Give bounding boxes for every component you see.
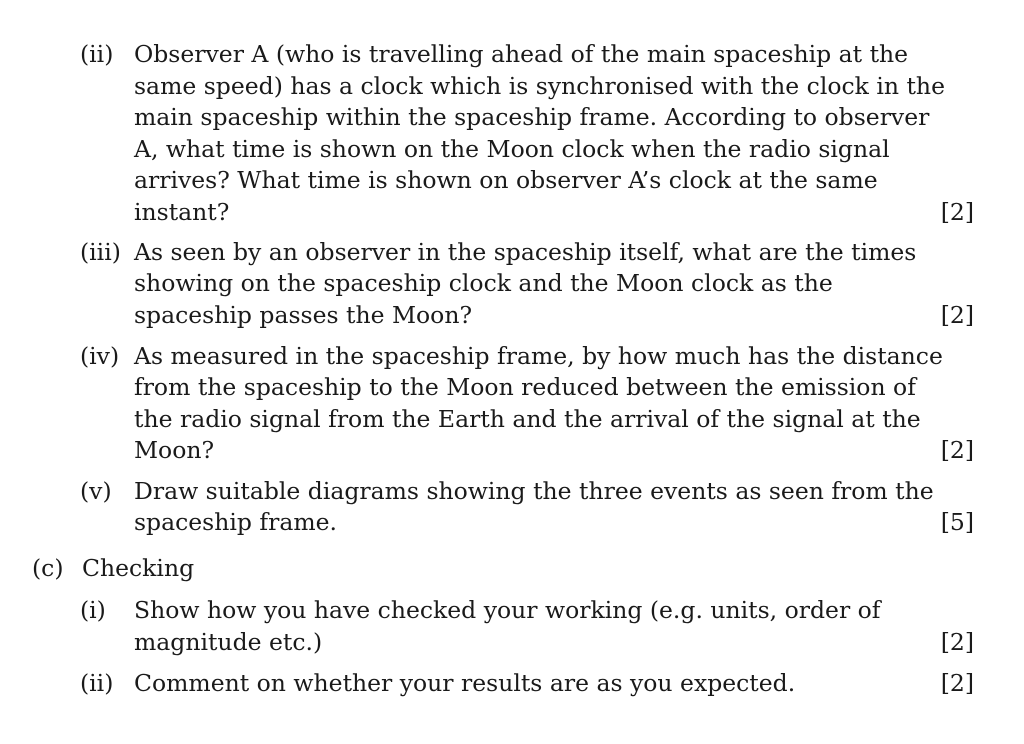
part-v-label: (v) bbox=[80, 477, 112, 505]
part-v-line-1: Draw suitable diagrams showing the three events as seen from the bbox=[134, 477, 934, 505]
part-ii-line-6: instant? bbox=[134, 198, 230, 226]
part-iv-line-2: from the spaceship to the Moon reduced between the emission of bbox=[134, 373, 916, 401]
part-ii-line-1: Observer A (who is travelling ahead of the main spaceship at the bbox=[134, 40, 909, 68]
section-c-title: Checking bbox=[82, 554, 195, 582]
part-iv-line-3: the radio signal from the Earth and the arrival of the signal at the bbox=[134, 405, 921, 433]
part-c-i-label: (i) bbox=[80, 596, 106, 624]
part-ii-line-4: A, what time is shown on the Moon clock when the radio signal bbox=[134, 135, 890, 163]
part-c-ii-line-1: Comment on whether your results are as you expected. bbox=[134, 669, 796, 697]
part-iv-line-1: As measured in the spaceship frame, by how much has the distance bbox=[134, 342, 943, 370]
part-iv-marks: [2] bbox=[940, 436, 974, 464]
part-ii-label: (ii) bbox=[80, 40, 114, 68]
part-ii-line-3: main spaceship within the spaceship frame. According to observer bbox=[134, 103, 930, 131]
part-c-i-line-2: magnitude etc.) bbox=[134, 628, 323, 656]
part-ii-line-2: same speed) has a clock which is synchronised with the clock in the bbox=[134, 72, 945, 100]
part-c-i-marks: [2] bbox=[940, 628, 974, 656]
part-iv-line-4: Moon? bbox=[134, 436, 215, 464]
part-c-ii-label: (ii) bbox=[80, 669, 114, 697]
part-v-marks: [5] bbox=[940, 508, 974, 536]
part-iv-label: (iv) bbox=[80, 342, 120, 370]
section-c-label: (c) bbox=[32, 554, 64, 582]
part-iii-marks: [2] bbox=[940, 301, 974, 329]
part-iii-label: (iii) bbox=[80, 238, 121, 266]
part-iii-line-3: spaceship passes the Moon? bbox=[134, 301, 473, 329]
part-iii-line-1: As seen by an observer in the spaceship itself, what are the times bbox=[134, 238, 917, 266]
part-v-line-2: spaceship frame. bbox=[134, 508, 338, 536]
part-ii-marks: [2] bbox=[940, 198, 974, 226]
part-c-i-line-1: Show how you have checked your working (e.g. units, order of bbox=[134, 596, 881, 624]
part-c-ii-marks: [2] bbox=[940, 669, 974, 697]
part-iii-line-2: showing on the spaceship clock and the Moon clock as the bbox=[134, 269, 833, 297]
part-ii-line-5: arrives? What time is shown on observer A’s clock at the same bbox=[134, 166, 878, 194]
